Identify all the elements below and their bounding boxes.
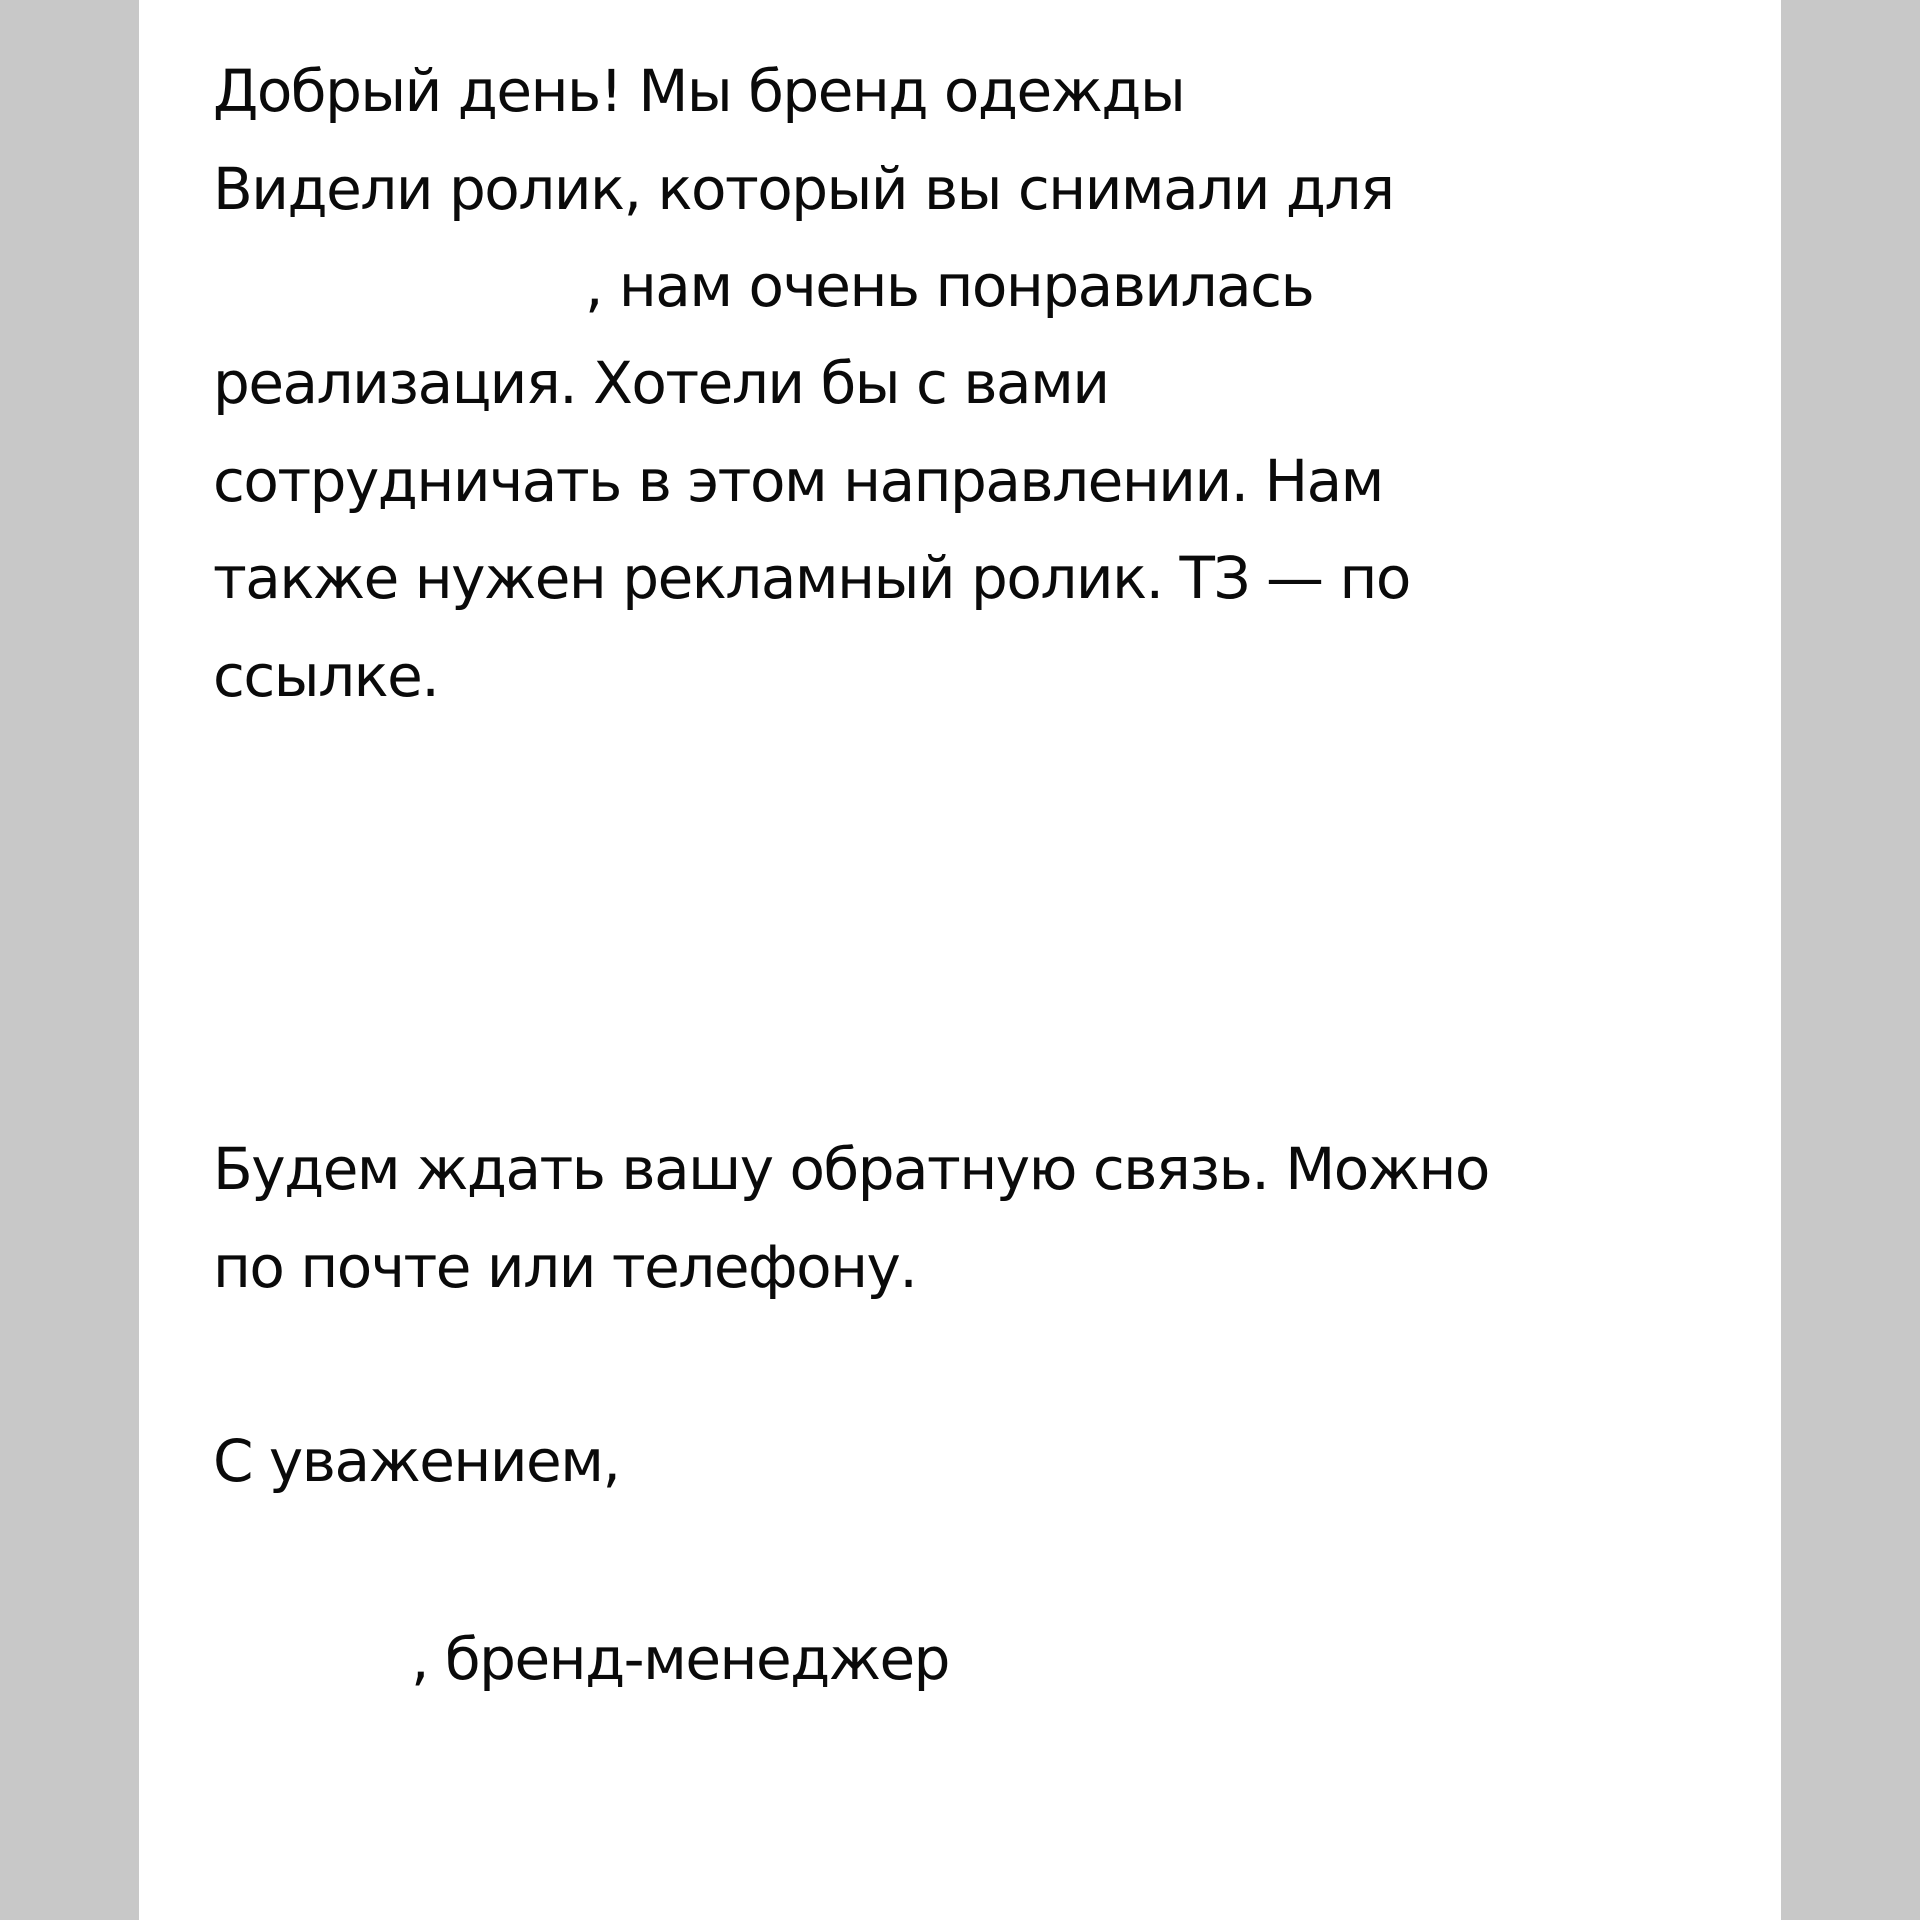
letter-line: Будем ждать вашу обратную связь. Можно <box>213 1135 1489 1203</box>
letter-line: по почте или телефону. <box>213 1233 917 1301</box>
letter-line-greeting: Добрый день! Мы бренд одежды <box>213 57 1185 125</box>
letter-line: также нужен рекламный ролик. ТЗ — по <box>213 544 1410 612</box>
letter-line: сотрудничать в этом направлении. Нам <box>213 447 1383 515</box>
letter-line: реализация. Хотели бы с вами <box>213 349 1109 417</box>
letter-line: ссылке. <box>213 642 439 710</box>
letter-closing: С уважением, <box>213 1427 620 1495</box>
letter-signature-role: , бренд-менеджер <box>411 1625 949 1693</box>
letter-page <box>139 0 1781 1920</box>
letter-line-redacted-start: , нам очень понравилась <box>585 252 1314 320</box>
letter-line: Видели ролик, который вы снимали для <box>213 155 1394 223</box>
